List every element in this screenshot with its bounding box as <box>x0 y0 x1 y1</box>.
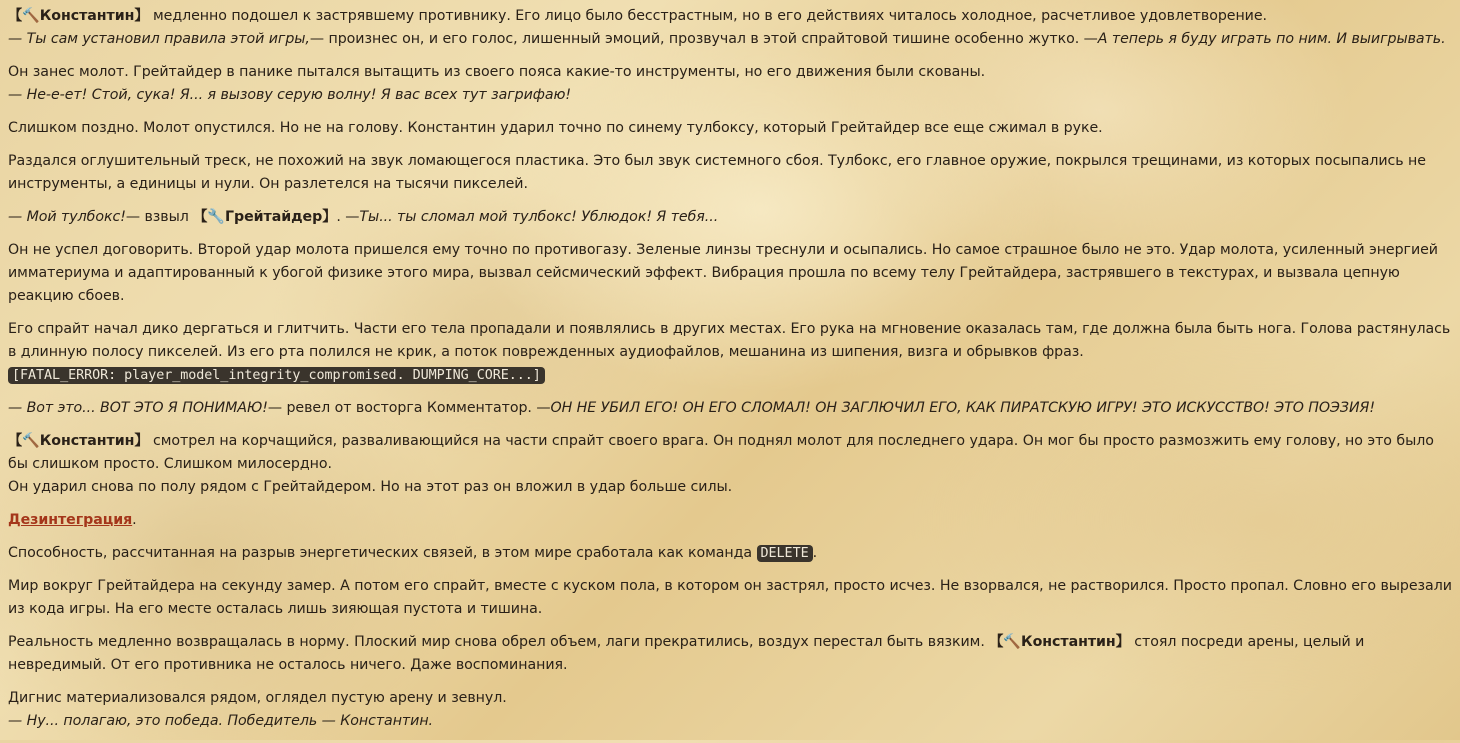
text: — ревел от восторга Комментатор. — <box>267 400 551 416</box>
dialogue: — Не-е-ет! Стой, сука! Я... я вызову серую волну! Я вас всех тут загрифаю! <box>8 87 571 103</box>
text: Он ударил снова по полу рядом с Грейтайдером. Но на этот раз он вложил в удар больше силы. <box>8 479 733 495</box>
paragraph-7 <box>8 318 1456 387</box>
paragraph-3 <box>8 117 1456 140</box>
character-tag-greytider: 【🔧Грейтайдер】 <box>193 209 337 225</box>
dialogue: Ты... ты сломал мой тулбокс! Ублюдок! Я тебя... <box>359 209 719 225</box>
text: Реальность медленно возвращалась в норму. Плоский мир снова обрел объем, лаги прекратились, воздух перестал быть вязким. <box>8 634 985 650</box>
text: Он не успел договорить. Второй удар молота пришелся ему точно по противогазу. Зеленые линзы треснули и осыпались. Но самое страшное было не это. Удар молота, усиленный энергией имматериума и адаптированный к убогой физике этого мира, вызвал сейсмический эффект. Вибрация прошла по всему телу Грейтайдера, застрявшего в текстурах, и вызвала цепную реакцию сбоев. <box>8 242 1438 304</box>
dialogue: — Ты сам установил правила этой игры, <box>8 31 310 47</box>
text: Слишком поздно. Молот опустился. Но не на голову. Константин ударил точно по синему тулбоксу, который Грейтайдер все еще сжимал в руке. <box>8 120 1103 136</box>
dialogue: ОН НЕ УБИЛ ЕГО! ОН ЕГО СЛОМАЛ! ОН ЗАГЛЮЧИЛ ЕГО, КАК ПИРАТСКУЮ ИГРУ! ЭТО ИСКУССТВО! ЭТО ПОЭЗИЯ! <box>550 400 1375 416</box>
text: Его спрайт начал дико дергаться и глитчить. Части его тела пропадали и появлялись в других местах. Его рука на мгновение оказалась там, где должна была быть нога. Голова растянулась в длинную полосу пикселей. Из его рта полился не крик, а поток поврежденных аудиофайлов, мешанина из шипения, визга и обрывков фраз. <box>8 321 1451 360</box>
text: — произнес он, и его голос, лишенный эмоций, прозвучал в этой спрайтовой тишине особенно жутко. — <box>309 31 1098 47</box>
fatal-error-code: [FATAL_ERROR: player_model_integrity_compromised. DUMPING_CORE...] <box>8 367 545 384</box>
text: — взвыл <box>125 209 189 225</box>
paragraph-11 <box>8 542 1456 565</box>
dialogue: — Вот это... ВОТ ЭТО Я ПОНИМАЮ! <box>8 400 268 416</box>
paragraph-1-dialogue <box>8 28 1456 51</box>
dialogue: — Ну... полагаю, это победа. Победитель — Константин. <box>8 713 433 729</box>
character-tag-konstantin: 【🔨Константин】 <box>8 8 149 24</box>
text: Мир вокруг Грейтайдера на секунду замер. А потом его спрайт, вместе с куском пола, в котором он застрял, просто исчез. Не взорвался, не растворился. Просто пропал. Словно его вырезали из кода игры. На его месте осталась лишь зияющая пустота и тишина. <box>8 578 1452 617</box>
delete-command-code: DELETE <box>757 545 813 562</box>
paragraph-12 <box>8 575 1456 621</box>
story-text <box>8 5 1456 743</box>
text: Он занес молот. Грейтайдер в панике пытался вытащить из своего пояса какие-то инструменты, но его движения были скованы. <box>8 64 986 80</box>
text: стоял посреди арены, целый и невредимый. От его противника не осталось ничего. Даже воспоминания. <box>8 634 1365 673</box>
text: Раздался оглушительный треск, не похожий на звук ломающегося пластика. Это был звук системного сбоя. Тулбокс, его главное оружие, покрылся трещинами, из которых посыпались не инструменты, а единицы и нули. Он разлетелся на тысячи пикселей. <box>8 153 1426 192</box>
dialogue: — Мой тулбокс! <box>8 209 126 225</box>
dialogue: А теперь я буду играть по ним. И выигрывать. <box>1097 31 1446 47</box>
character-tag-konstantin: 【🔨Константин】 <box>989 634 1130 650</box>
paragraph-6 <box>8 239 1456 308</box>
disintegration-link[interactable]: Дезинтеграция <box>8 512 133 528</box>
paragraph-1 <box>8 5 1456 51</box>
paragraph-9 <box>8 430 1456 499</box>
text: . <box>812 545 818 561</box>
paragraph-8 <box>8 397 1456 420</box>
character-tag-konstantin: 【🔨Константин】 <box>8 433 149 449</box>
code-line <box>8 364 1456 387</box>
paragraph-9-narration <box>8 430 1456 476</box>
paragraph-14 <box>8 687 1456 733</box>
paragraph-4 <box>8 150 1456 196</box>
paragraph-1-narration <box>8 5 1456 28</box>
paragraph-13 <box>8 631 1456 677</box>
text: . <box>132 512 137 528</box>
text: Дигнис материализовался рядом, оглядел пустую арену и зевнул. <box>8 690 507 706</box>
paragraph-2 <box>8 61 1456 107</box>
text: . — <box>336 209 360 225</box>
text: медленно подошел к застрявшему противнику. Его лицо было бесстрастным, но в его действиях читалось холодное, расчетливое удовлетворение. <box>152 8 1267 24</box>
text: Способность, рассчитанная на разрыв энергетических связей, в этом мире сработала как команда <box>8 545 753 561</box>
paragraph-10 <box>8 509 1456 532</box>
text: смотрел на корчащийся, разваливающийся на части спрайт своего врага. Он поднял молот для последнего удара. Он мог бы просто размозжить ему голову, но это было бы слишком просто. Слишком милосердно. <box>8 433 1434 472</box>
paragraph-5 <box>8 206 1456 229</box>
